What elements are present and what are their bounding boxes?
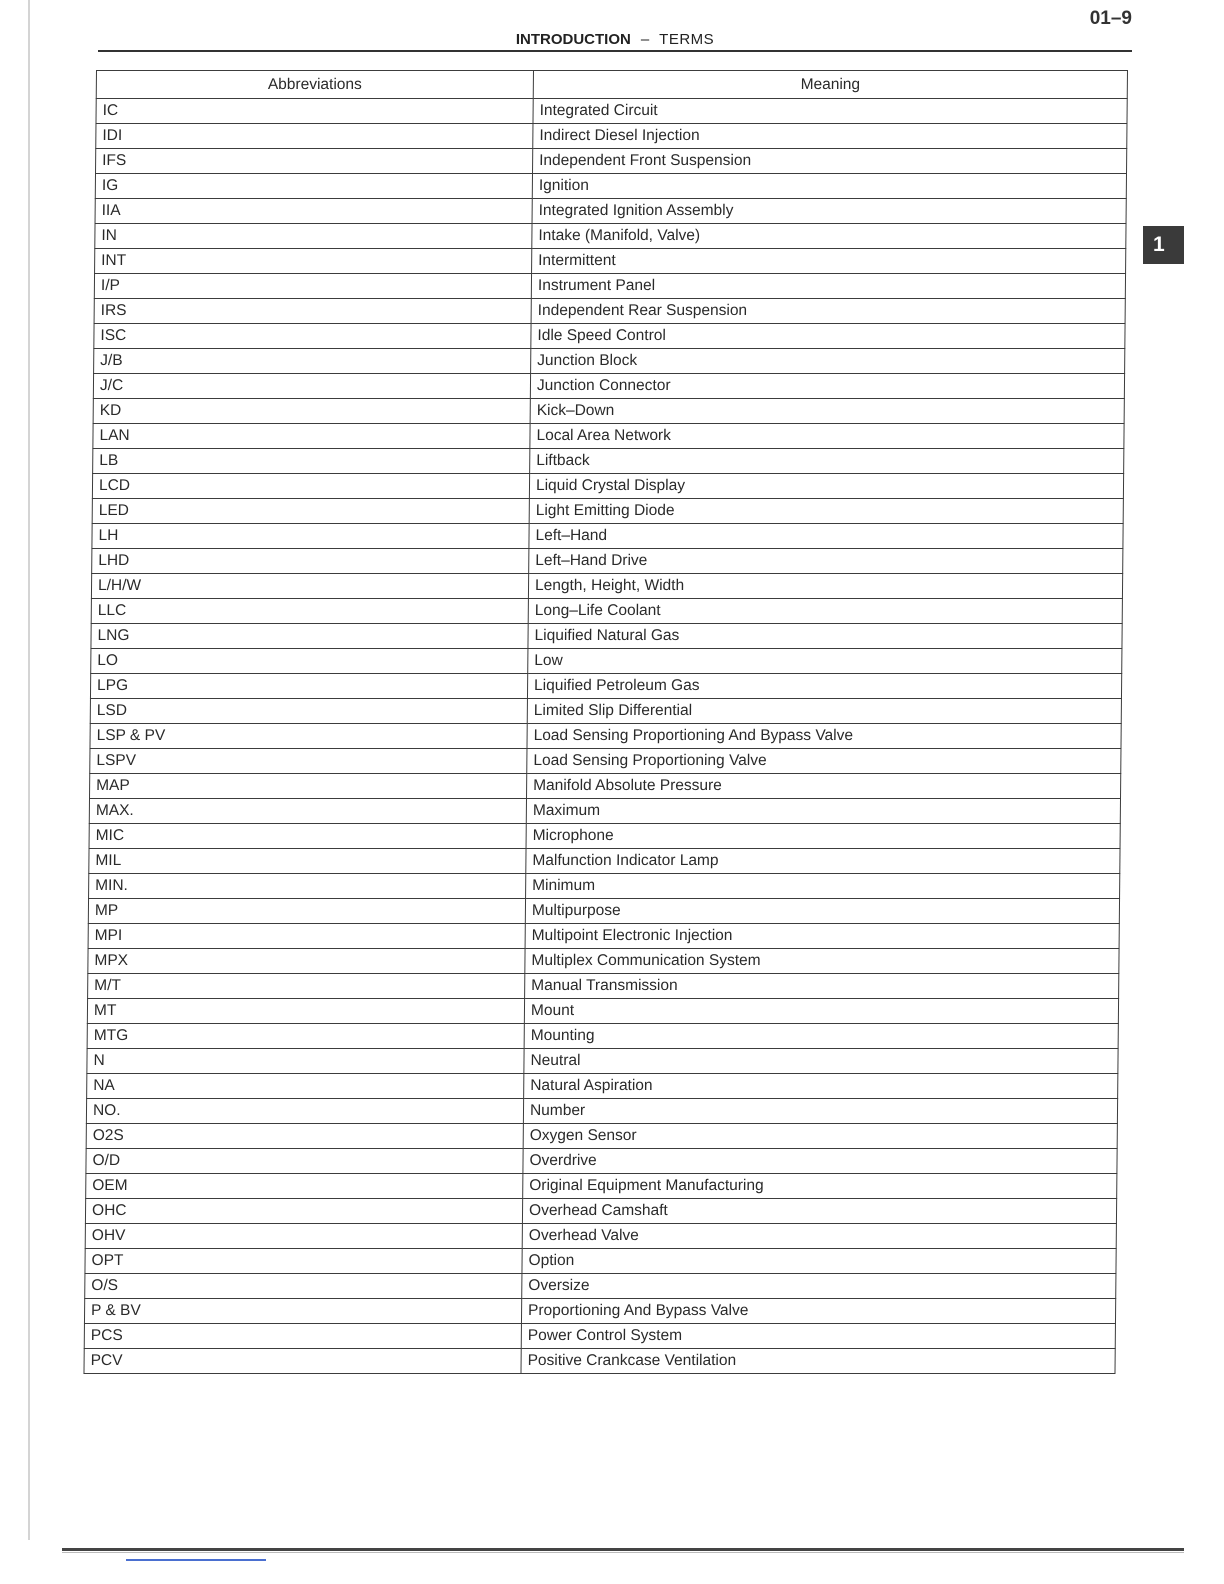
table-row	[88, 974, 1119, 999]
abbreviation-cell: LSPV	[90, 749, 527, 774]
table-row	[89, 849, 1120, 874]
table-row	[94, 274, 1125, 299]
meaning-cell: Low	[528, 649, 1122, 674]
table-row	[89, 799, 1120, 824]
meaning-cell: Junction Block	[531, 349, 1125, 374]
table-row	[92, 524, 1123, 549]
table-row	[88, 899, 1119, 924]
abbreviation-cell: OPT	[85, 1249, 522, 1274]
meaning-cell: Ignition	[532, 174, 1126, 199]
meaning-cell: Liquid Crystal Display	[529, 474, 1123, 499]
table-row	[86, 1099, 1117, 1124]
meaning-cell: Intermittent	[532, 249, 1126, 274]
table-row	[92, 499, 1123, 524]
meaning-cell: Malfunction Indicator Lamp	[526, 849, 1120, 874]
table-row	[87, 1074, 1118, 1099]
abbreviation-cell: LB	[93, 449, 530, 474]
meaning-cell: Load Sensing Proportioning And Bypass Valve	[527, 724, 1121, 749]
abbreviation-cell: LPG	[90, 674, 527, 699]
meaning-cell: Microphone	[526, 824, 1120, 849]
abbreviation-cell: MP	[88, 899, 525, 924]
meaning-cell: Liftback	[530, 449, 1124, 474]
meaning-cell: Proportioning And Bypass Valve	[521, 1299, 1115, 1324]
table-body	[84, 99, 1127, 1374]
table-row	[89, 874, 1120, 899]
abbreviation-cell: LNG	[91, 624, 528, 649]
table-row	[96, 149, 1127, 174]
table-row	[84, 1324, 1115, 1349]
meaning-cell: Multipoint Electronic Injection	[525, 924, 1119, 949]
table-row	[90, 749, 1121, 774]
meaning-cell: Liquified Natural Gas	[528, 624, 1122, 649]
abbreviation-cell: O2S	[86, 1124, 523, 1149]
header-separator: –	[640, 31, 650, 48]
abbreviation-cell: IC	[96, 99, 533, 124]
abbreviation-cell: MIN.	[89, 874, 526, 899]
meaning-cell: Overdrive	[523, 1149, 1117, 1174]
table-row	[91, 599, 1122, 624]
abbreviation-cell: NA	[87, 1074, 524, 1099]
abbreviation-cell: OHC	[85, 1199, 522, 1224]
abbreviation-cell: LLC	[91, 599, 528, 624]
abbreviation-cell: OEM	[86, 1174, 523, 1199]
abbreviations-table	[83, 70, 1128, 1374]
table-row	[95, 174, 1126, 199]
table-row	[90, 699, 1121, 724]
meaning-cell: Left–Hand Drive	[529, 549, 1123, 574]
table-row	[96, 99, 1127, 124]
abbreviation-cell: LO	[91, 649, 528, 674]
table-row	[93, 399, 1124, 424]
abbreviation-cell: MAP	[90, 774, 527, 799]
abbreviation-cell: MPI	[88, 924, 525, 949]
table-row	[94, 324, 1125, 349]
table-row	[86, 1174, 1117, 1199]
meaning-cell: Independent Front Suspension	[533, 149, 1127, 174]
abbreviation-cell: NO.	[86, 1099, 523, 1124]
meaning-cell: Multiplex Communication System	[525, 949, 1119, 974]
abbreviation-cell: O/S	[85, 1274, 522, 1299]
section-tab-marker: 1	[1143, 226, 1184, 264]
table-row	[95, 199, 1126, 224]
table-row	[85, 1224, 1116, 1249]
abbreviation-cell: P & BV	[84, 1299, 521, 1324]
table-row	[84, 1349, 1115, 1374]
abbreviation-cell: MT	[87, 999, 524, 1024]
table-row	[92, 474, 1123, 499]
abbreviation-cell: MTG	[87, 1024, 524, 1049]
abbreviation-cell: N	[87, 1049, 524, 1074]
meaning-cell: Left–Hand	[529, 524, 1123, 549]
meaning-cell: Independent Rear Suspension	[531, 299, 1125, 324]
table-row	[93, 424, 1124, 449]
table-row	[91, 574, 1122, 599]
abbreviation-cell: MPX	[88, 949, 525, 974]
table-row	[93, 374, 1124, 399]
table-row	[94, 349, 1125, 374]
meaning-cell: Overhead Camshaft	[522, 1199, 1116, 1224]
footer-accent-line	[126, 1559, 266, 1561]
meaning-cell: Local Area Network	[530, 424, 1124, 449]
table-row	[88, 924, 1119, 949]
meaning-cell: Mount	[524, 999, 1118, 1024]
meaning-cell: Liquified Petroleum Gas	[527, 674, 1121, 699]
meaning-cell: Integrated Circuit	[533, 99, 1127, 124]
table-row	[96, 124, 1127, 149]
meaning-cell: Natural Aspiration	[524, 1074, 1118, 1099]
table-row	[85, 1199, 1116, 1224]
meaning-cell: Idle Speed Control	[531, 324, 1125, 349]
abbreviation-cell: J/B	[94, 349, 531, 374]
page-binding-edge	[28, 0, 30, 1540]
meaning-cell: Neutral	[524, 1049, 1118, 1074]
table-row	[92, 549, 1123, 574]
meaning-cell: Original Equipment Manufacturing	[523, 1174, 1117, 1199]
abbreviation-cell: LH	[92, 524, 529, 549]
meaning-cell: Intake (Manifold, Valve)	[532, 224, 1126, 249]
abbreviation-cell: MIL	[89, 849, 526, 874]
table-row	[84, 1299, 1115, 1324]
meaning-cell: Manual Transmission	[525, 974, 1119, 999]
table-row	[87, 1024, 1118, 1049]
table-row	[85, 1249, 1116, 1274]
abbreviation-cell: M/T	[88, 974, 525, 999]
table-row	[86, 1124, 1117, 1149]
header-topic: TERMS	[659, 31, 715, 48]
abbreviation-cell: L/H/W	[91, 574, 528, 599]
abbreviation-cell: LSD	[90, 699, 527, 724]
abbreviation-cell: IN	[95, 224, 532, 249]
meaning-cell: Kick–Down	[530, 399, 1124, 424]
table-row	[91, 624, 1122, 649]
abbreviation-cell: IG	[95, 174, 532, 199]
meaning-cell: Power Control System	[521, 1324, 1115, 1349]
meaning-cell: Manifold Absolute Pressure	[527, 774, 1121, 799]
table-row	[85, 1274, 1116, 1299]
meaning-cell: Junction Connector	[530, 374, 1124, 399]
footer-rule-shadow	[62, 1552, 1184, 1553]
meaning-cell: Long–Life Coolant	[528, 599, 1122, 624]
footer-rule	[62, 1548, 1184, 1551]
table-row	[90, 724, 1121, 749]
abbreviations-column-header: Abbreviations	[96, 71, 533, 99]
table-row	[87, 1049, 1118, 1074]
meaning-cell: Overhead Valve	[522, 1224, 1116, 1249]
abbreviation-cell: LCD	[92, 474, 529, 499]
page-number: 01–9	[1089, 8, 1132, 29]
abbreviation-cell: PCS	[84, 1324, 521, 1349]
table-row	[94, 299, 1125, 324]
table-header-row	[96, 71, 1127, 99]
table-row	[93, 449, 1124, 474]
meaning-cell: Indirect Diesel Injection	[533, 124, 1127, 149]
abbreviation-cell: IFS	[96, 149, 533, 174]
table-row	[95, 224, 1126, 249]
page-header	[98, 30, 1132, 52]
meaning-cell: Light Emitting Diode	[529, 499, 1123, 524]
meaning-cell: Mounting	[524, 1024, 1118, 1049]
abbreviation-cell: O/D	[86, 1149, 523, 1174]
meaning-cell: Load Sensing Proportioning Valve	[527, 749, 1121, 774]
abbreviation-cell: IIA	[95, 199, 532, 224]
header-section: INTRODUCTION	[515, 31, 631, 48]
meaning-cell: Length, Height, Width	[528, 574, 1122, 599]
meaning-cell: Minimum	[526, 874, 1120, 899]
abbreviation-cell: IRS	[94, 299, 531, 324]
table-row	[90, 674, 1121, 699]
meaning-column-header: Meaning	[533, 71, 1127, 99]
abbreviation-cell: MIC	[89, 824, 526, 849]
meaning-cell: Oversize	[522, 1274, 1116, 1299]
table-row	[90, 774, 1121, 799]
abbreviation-cell: INT	[95, 249, 532, 274]
meaning-cell: Number	[523, 1099, 1117, 1124]
table-row	[95, 249, 1126, 274]
abbreviation-cell: OHV	[85, 1224, 522, 1249]
abbreviation-cell: LHD	[92, 549, 529, 574]
table-row	[88, 949, 1119, 974]
meaning-cell: Integrated Ignition Assembly	[532, 199, 1126, 224]
abbreviation-cell: J/C	[93, 374, 530, 399]
meaning-cell: Positive Crankcase Ventilation	[521, 1349, 1115, 1374]
meaning-cell: Multipurpose	[525, 899, 1119, 924]
table-row	[91, 649, 1122, 674]
abbreviation-cell: IDI	[96, 124, 533, 149]
abbreviation-cell: I/P	[94, 274, 531, 299]
abbreviation-cell: ISC	[94, 324, 531, 349]
meaning-cell: Option	[522, 1249, 1116, 1274]
abbreviation-cell: KD	[93, 399, 530, 424]
abbreviation-cell: LSP & PV	[90, 724, 527, 749]
table-row	[89, 824, 1120, 849]
abbreviation-cell: PCV	[84, 1349, 521, 1374]
abbreviation-cell: LAN	[93, 424, 530, 449]
meaning-cell: Oxygen Sensor	[523, 1124, 1117, 1149]
meaning-cell: Limited Slip Differential	[527, 699, 1121, 724]
meaning-cell: Maximum	[526, 799, 1120, 824]
abbreviation-cell: LED	[92, 499, 529, 524]
table-row	[87, 999, 1118, 1024]
table-row	[86, 1149, 1117, 1174]
meaning-cell: Instrument Panel	[531, 274, 1125, 299]
abbreviation-cell: MAX.	[89, 799, 526, 824]
